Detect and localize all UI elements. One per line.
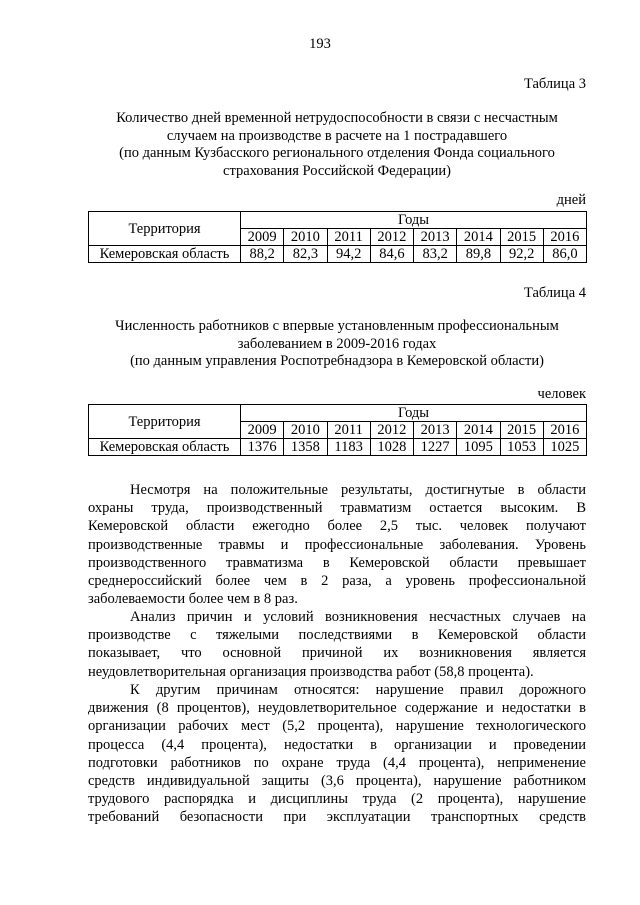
paragraph-line: производстве с тяжелыми последствиями в Кемеровской области bbox=[88, 627, 586, 644]
table4-title-line: (по данным управления Роспотребнадзора в Кемеровской области) bbox=[130, 353, 544, 369]
paragraph-line: трудового распорядка и дисциплины труда (2 процента), нарушение bbox=[88, 791, 586, 808]
value-cell: 89,8 bbox=[457, 246, 500, 263]
value-cell: 84,6 bbox=[370, 246, 413, 263]
year-cell: 2013 bbox=[414, 229, 457, 246]
table4-title-line: заболеванием в 2009-2016 годах bbox=[237, 335, 437, 352]
table3-unit: дней bbox=[556, 192, 586, 208]
paragraph-line: производственного травматизма в Кемеровской области превышает bbox=[88, 554, 586, 571]
value-cell: 1053 bbox=[500, 439, 543, 456]
value-cell: 83,2 bbox=[414, 246, 457, 263]
paragraph-3 bbox=[88, 681, 586, 827]
year-cell: 2015 bbox=[500, 229, 543, 246]
year-cell: 2016 bbox=[543, 229, 586, 246]
table4-label: Таблица 4 bbox=[523, 285, 586, 301]
value-cell: 86,0 bbox=[543, 246, 586, 263]
year-cell: 2011 bbox=[327, 422, 370, 439]
value-cell: 1376 bbox=[241, 439, 284, 456]
table4 bbox=[88, 404, 587, 456]
value-cell: 1358 bbox=[284, 439, 327, 456]
paragraph-2 bbox=[88, 608, 586, 681]
value-cell: 88,2 bbox=[241, 246, 284, 263]
table3 bbox=[88, 211, 587, 263]
paragraph-1 bbox=[88, 481, 586, 608]
table-row bbox=[89, 439, 587, 456]
paragraph-line: организации рабочих мест (5,2 процента), нарушение технологического bbox=[88, 718, 586, 735]
value-cell: 1227 bbox=[414, 439, 457, 456]
paragraph-line: заболеваемости более чем в 8 раз. bbox=[88, 591, 298, 608]
year-cell: 2013 bbox=[414, 422, 457, 439]
year-cell: 2014 bbox=[457, 422, 500, 439]
paragraph-line: подготовки работников по охране труда (4,4 процента), неприменение bbox=[88, 754, 586, 771]
header-territory: Территория bbox=[89, 212, 241, 246]
row-label: Кемеровская область bbox=[89, 439, 241, 456]
table3-title-line: (по данным Кузбасского регионального отделения Фонда социального bbox=[119, 145, 555, 161]
table3-title bbox=[88, 110, 586, 180]
paragraph-line: процесса (4,4 процента), недостатки в организации и проведении bbox=[88, 736, 586, 753]
paragraph-line: движения (8 процентов), неудовлетворительное содержание и недостатки в bbox=[88, 700, 586, 717]
paragraph-line: среднероссийский более чем в 2 раза, а уровень профессиональной bbox=[88, 572, 586, 589]
year-cell: 2012 bbox=[370, 422, 413, 439]
table4-unit: человек bbox=[537, 386, 586, 402]
year-cell: 2015 bbox=[500, 422, 543, 439]
value-cell: 1025 bbox=[543, 439, 586, 456]
row-label: Кемеровская область bbox=[89, 246, 241, 263]
header-territory: Территория bbox=[89, 405, 241, 439]
paragraph-line: Несмотря на положительные результаты, достигнутые в области bbox=[130, 482, 586, 498]
year-cell: 2016 bbox=[543, 422, 586, 439]
paragraph-line: неудовлетворительная организация производства работ (58,8 процента). bbox=[88, 663, 534, 680]
paragraph-line: требований безопасности при эксплуатации транспортных средств bbox=[88, 809, 586, 826]
paragraph-line: Кемеровской области ежегодно более 2,5 тыс. человек получают bbox=[88, 518, 586, 535]
table3-title-line: случаем на производстве в расчете на 1 пострадавшего bbox=[166, 127, 508, 144]
value-cell: 94,2 bbox=[327, 246, 370, 263]
year-cell: 2010 bbox=[284, 229, 327, 246]
paragraph-line: К другим причинам относятся: нарушение правил дорожного bbox=[130, 682, 586, 698]
table3-title-line: Количество дней временной нетрудоспособности в связи с несчастным bbox=[116, 110, 558, 126]
table4-title-line: Численность работников с впервые установленным профессиональным bbox=[115, 318, 559, 334]
year-cell: 2010 bbox=[284, 422, 327, 439]
year-cell: 2009 bbox=[241, 422, 284, 439]
value-cell: 1183 bbox=[327, 439, 370, 456]
page-number: 193 bbox=[309, 36, 331, 52]
table3-title-line: страхования Российской Федерации) bbox=[223, 162, 451, 179]
table3-label: Таблица 3 bbox=[523, 76, 586, 92]
paragraph-line: Анализ причин и условий возникновения несчастных случаев на bbox=[130, 609, 586, 625]
table-row bbox=[89, 246, 587, 263]
paragraph-line: производственные травмы и профессиональные заболевания. Уровень bbox=[88, 536, 586, 553]
value-cell: 82,3 bbox=[284, 246, 327, 263]
header-years: Годы bbox=[241, 212, 587, 229]
paragraph-line: средств индивидуальной защиты (3,6 процента), нарушение работником bbox=[88, 772, 586, 789]
year-cell: 2012 bbox=[370, 229, 413, 246]
table4-title bbox=[88, 318, 586, 371]
table-header-row bbox=[89, 212, 587, 229]
value-cell: 1028 bbox=[370, 439, 413, 456]
year-cell: 2011 bbox=[327, 229, 370, 246]
year-cell: 2009 bbox=[241, 229, 284, 246]
value-cell: 1095 bbox=[457, 439, 500, 456]
paragraph-line: показывает, что основной причиной их возникновения является bbox=[88, 645, 586, 662]
value-cell: 92,2 bbox=[500, 246, 543, 263]
paragraph-line: охраны труда, производственный травматизм остается высоким. В bbox=[88, 500, 586, 517]
header-years: Годы bbox=[241, 405, 587, 422]
table-header-row bbox=[89, 405, 587, 422]
year-cell: 2014 bbox=[457, 229, 500, 246]
